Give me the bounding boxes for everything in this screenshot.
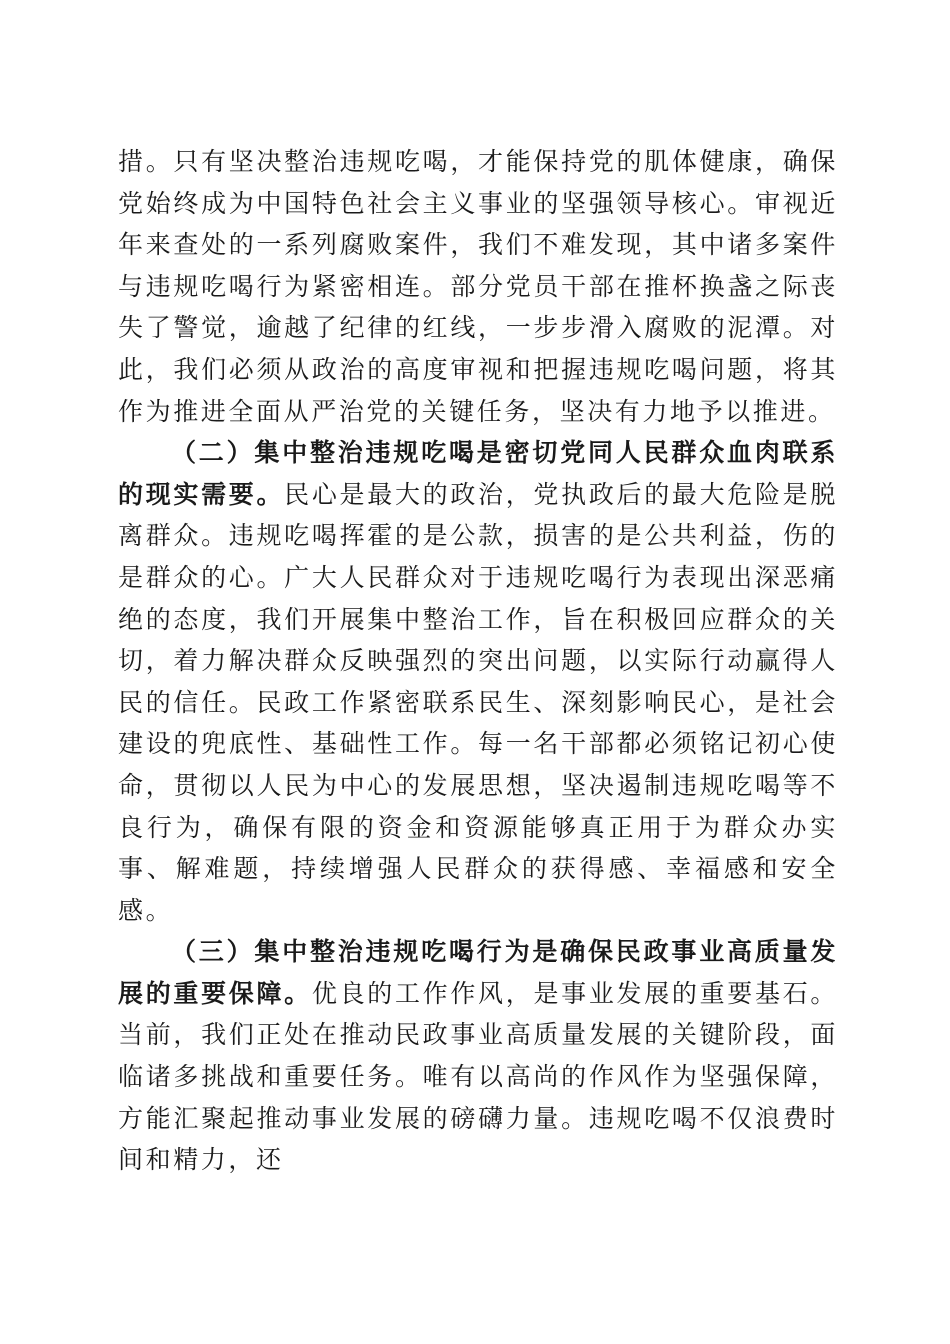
document-page [118, 141, 838, 1181]
paragraph-continuation [118, 141, 838, 432]
paragraph-body: 措。只有坚决整治违规吃喝，才能保持党的肌体健康，确保党始终成为中国特色社会主义事业的坚强领导核心。审视近年来查处的一系列腐败案件，我们不难发现，其中诸多案件与违规吃喝行为紧密相连。部分党员干部在推杯换盏之际丧失了警觉，逾越了纪律的红线，一步步滑入腐败的泥潭。对此，我们必须从政治的高度审视和把握违规吃喝问题，将其作为推进全面从严治党的关键任务，坚决有力地予以推进。 [118, 147, 838, 426]
paragraph-body: 优良的工作作风，是事业发展的重要基石。当前，我们正处在推动民政事业高质量发展的关键阶段，面临诸多挑战和重要任务。唯有以高尚的作风作为坚强保障，方能汇聚起推动事业发展的磅礴力量。违规吃喝不仅浪费时间和精力，还 [118, 978, 838, 1175]
section-heading: （二）集中整治违规吃喝是密切党同人民群众血肉联系的现实需要。 [118, 438, 838, 509]
paragraph-body: 民心是最大的政治，党执政后的最大危险是脱离群众。违规吃喝挥霍的是公款，损害的是公共利益，伤的是群众的心。广大人民群众对于违规吃喝行为表现出深恶痛绝的态度，我们开展集中整治工作，旨在积极回应群众的关切，着力解决群众反映强烈的突出问题，以实际行动赢得人民的信任。民政工作紧密联系民生、深刻影响民心，是社会建设的兜底性、基础性工作。每一名干部都必须铭记初心使命，贯彻以人民为中心的发展思想，坚决遏制违规吃喝等不良行为，确保有限的资金和资源能够真正用于为群众办实事、解难题，持续增强人民群众的获得感、幸福感和安全感。 [118, 479, 838, 925]
paragraph-section-3 [118, 931, 838, 1181]
paragraph-section-2 [118, 432, 838, 931]
section-heading: （三）集中整治违规吃喝行为是确保民政事业高质量发展的重要保障。 [118, 937, 838, 1008]
